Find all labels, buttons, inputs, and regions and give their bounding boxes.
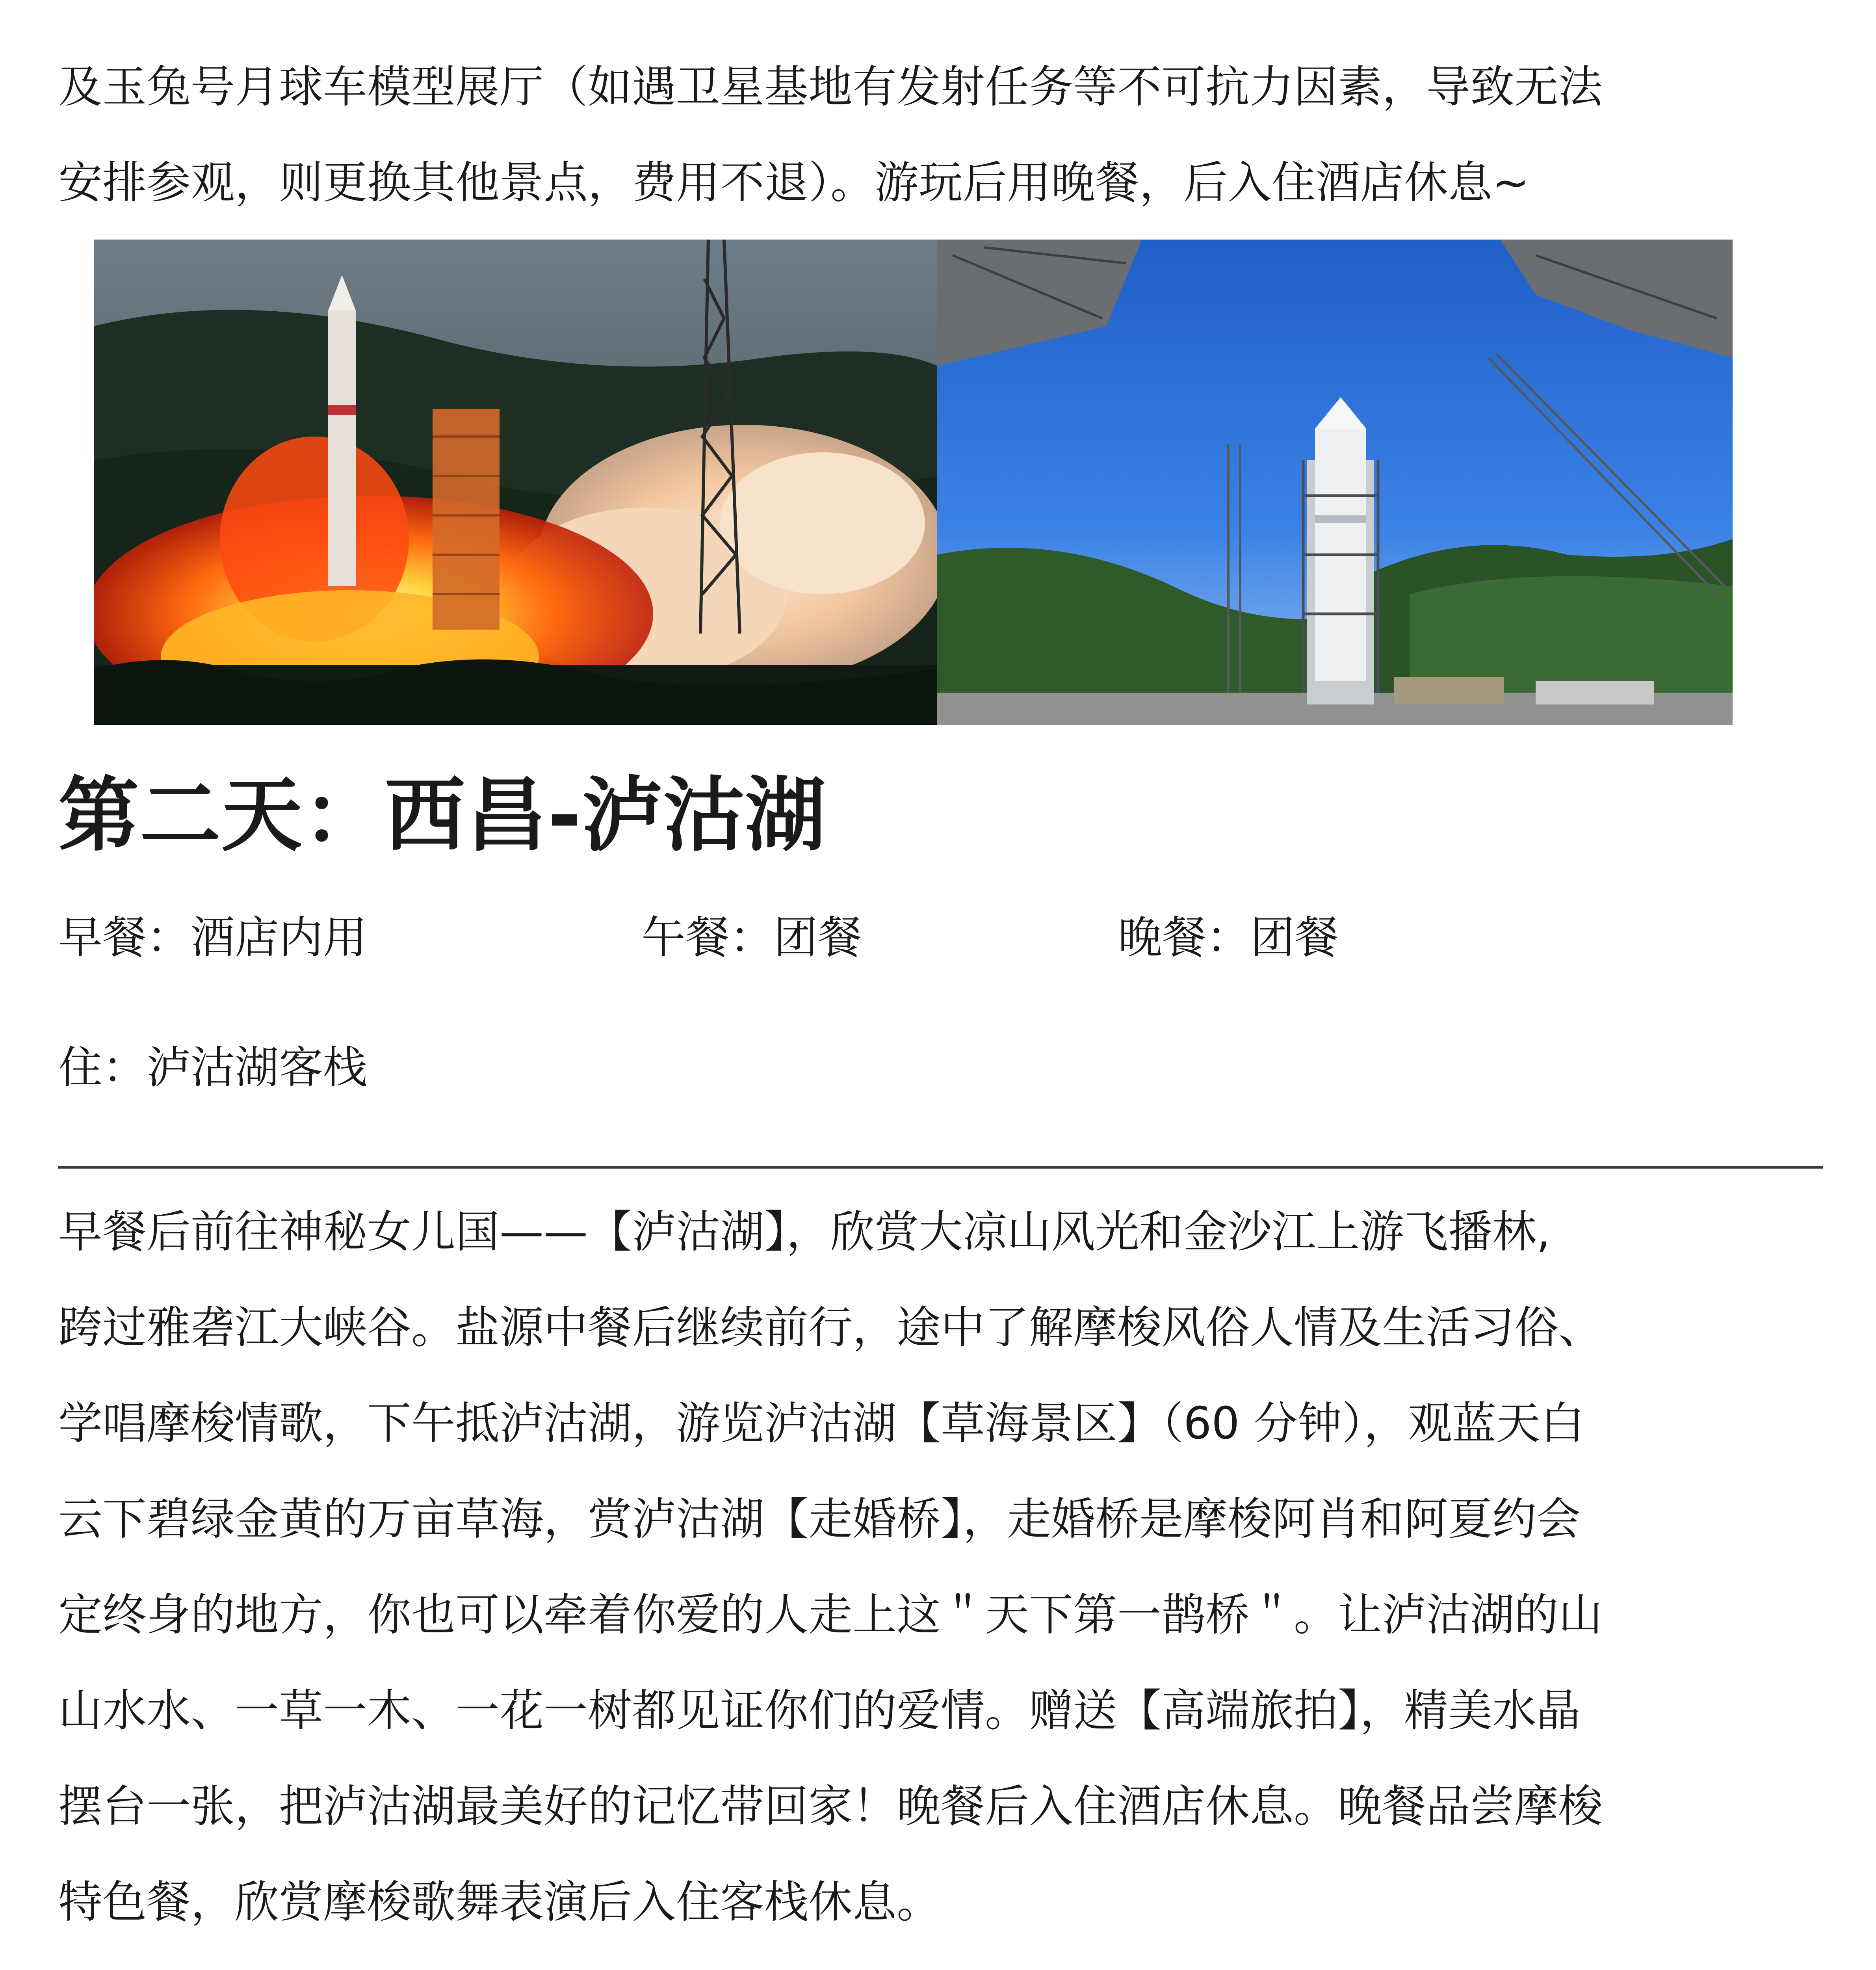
section-divider	[58, 1166, 1823, 1169]
dinner-info: 晚餐：团餐	[1118, 912, 1339, 963]
intro-line: 安排参观，则更换其他景点，费用不退）。游玩后用晚餐，后入住酒店休息~	[58, 157, 1529, 208]
meal-row	[58, 898, 1823, 977]
tips-heading	[58, 1950, 1823, 1970]
itinerary-line: 学唱摩梭情歌，下午抵泸沽湖，游览泸沽湖【草海景区】（60 分钟），观蓝天白	[58, 1398, 1585, 1449]
itinerary-line: 云下碧绿金黄的万亩草海，赏泸沽湖【走婚桥】，走婚桥是摩梭阿肖和阿夏约会	[58, 1494, 1581, 1545]
rocket-launch-image	[94, 240, 937, 725]
document-page	[58, 0, 1823, 1970]
itinerary-description	[58, 1184, 1823, 1950]
day-title: 第二天：西昌-泸沽湖	[58, 769, 827, 862]
itinerary-line: 山水水、一草一木、一花一树都见证你们的爱情。赠送【高端旅拍】，精美水晶	[58, 1685, 1581, 1736]
lunch-info: 午餐：团餐	[641, 912, 862, 963]
itinerary-line: 跨过雅砻江大峡谷。盐源中餐后继续前行，途中了解摩梭风俗人情及生活习俗、	[58, 1302, 1603, 1353]
itinerary-line: 特色餐，欣赏摩梭歌舞表演后入住客栈休息。	[58, 1877, 941, 1928]
rocket-launch-photo	[94, 240, 937, 725]
launch-tower-photo	[937, 240, 1733, 725]
intro-line: 及玉兔号月球车模型展厅（如遇卫星基地有发射任务等不可抗力因素，导致无法	[58, 61, 1603, 113]
itinerary-line: 早餐后前往神秘女儿国——【泸沽湖】，欣赏大凉山风光和金沙江上游飞播林,	[58, 1206, 1551, 1258]
intro-paragraph	[58, 39, 1823, 231]
itinerary-line: 定终身的地方，你也可以牵着你爱的人走上这＂天下第一鹊桥＂。让泸沽湖的山	[58, 1589, 1603, 1641]
accommodation-info: 住：泸沽湖客栈	[58, 1042, 367, 1093]
photo-strip	[94, 240, 1733, 725]
travel-tips	[58, 1950, 1823, 1970]
launch-tower-image	[937, 240, 1733, 725]
itinerary-line: 摆台一张，把泸沽湖最美好的记忆带回家！晚餐后入住酒店休息。晚餐品尝摩梭	[58, 1781, 1603, 1832]
breakfast-info: 早餐：酒店内用	[58, 912, 367, 963]
